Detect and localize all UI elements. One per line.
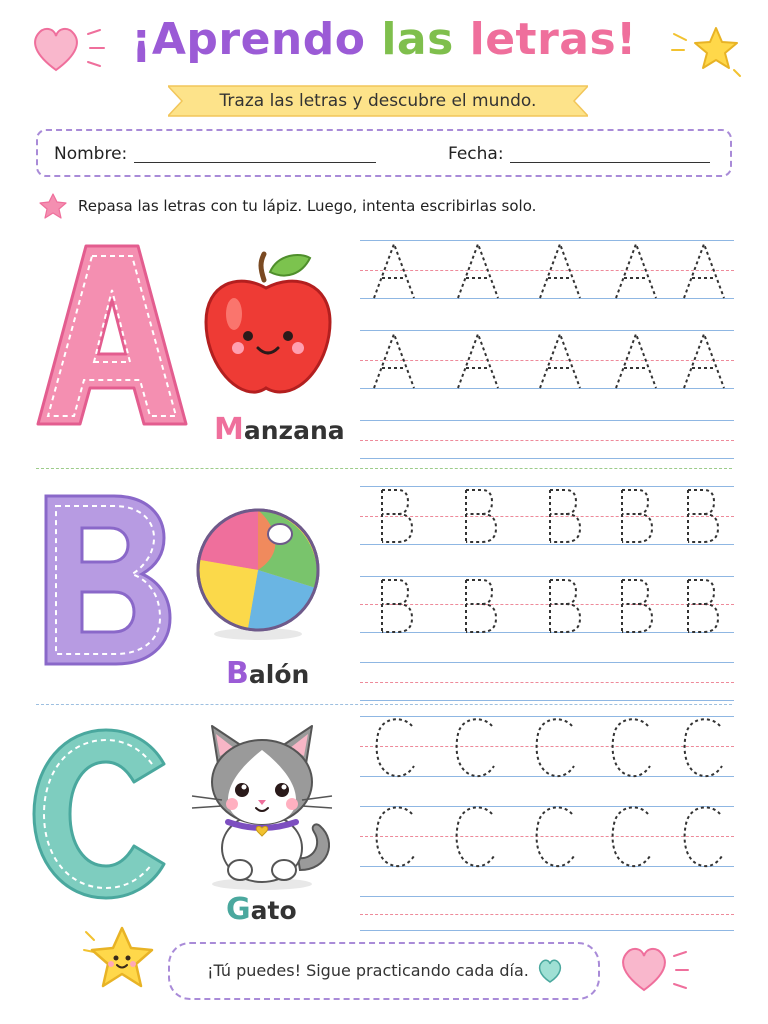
guide-line <box>360 662 734 663</box>
word-gato: Gato <box>226 892 297 927</box>
smiling-star-icon <box>80 922 170 1002</box>
page-title <box>0 14 768 65</box>
beach-ball-icon <box>194 504 324 644</box>
subtitle: Traza las letras y descubre el mundo. <box>219 91 537 111</box>
big-letter-b <box>36 488 176 672</box>
guide-line <box>360 700 734 701</box>
small-heart-icon <box>536 958 564 984</box>
trace-row-b-1[interactable] <box>360 484 734 548</box>
title-word-2: las <box>381 14 454 65</box>
guide-line <box>360 440 734 441</box>
name-label: Nombre: <box>54 144 128 164</box>
word-balon: Balón <box>226 656 310 691</box>
guide-line <box>360 682 734 683</box>
word-manzana: Manzana <box>214 412 345 447</box>
apple-icon <box>198 250 338 400</box>
date-field[interactable] <box>510 162 710 163</box>
heart-icon <box>616 940 692 996</box>
name-field[interactable] <box>134 162 376 163</box>
name-date-box <box>36 129 732 177</box>
title-word-3: letras! <box>469 14 637 65</box>
star-icon <box>668 20 748 80</box>
trace-row-c-2[interactable] <box>360 802 734 870</box>
section-divider <box>36 468 732 469</box>
guide-line <box>360 914 734 915</box>
trace-row-a-2[interactable] <box>360 328 734 392</box>
title-word-1: ¡Aprendo <box>131 14 366 65</box>
trace-row-b-2[interactable] <box>360 574 734 638</box>
guide-line <box>360 420 734 421</box>
instruction-text: Repasa las letras con tu lápiz. Luego, intenta escribirlas solo. <box>78 197 537 215</box>
trace-row-c-1[interactable] <box>360 714 734 780</box>
pencil-star-icon <box>38 192 68 220</box>
footer-message: ¡Tú puedes! Sigue practicando cada día. <box>207 961 529 980</box>
guide-line <box>360 930 734 931</box>
guide-line <box>360 458 734 459</box>
section-divider <box>36 704 732 705</box>
guide-line <box>360 896 734 897</box>
cat-icon <box>188 720 338 892</box>
trace-row-a-1[interactable] <box>360 238 734 302</box>
big-letter-c <box>28 724 178 904</box>
date-label: Fecha: <box>448 144 504 164</box>
big-letter-a <box>32 238 192 434</box>
